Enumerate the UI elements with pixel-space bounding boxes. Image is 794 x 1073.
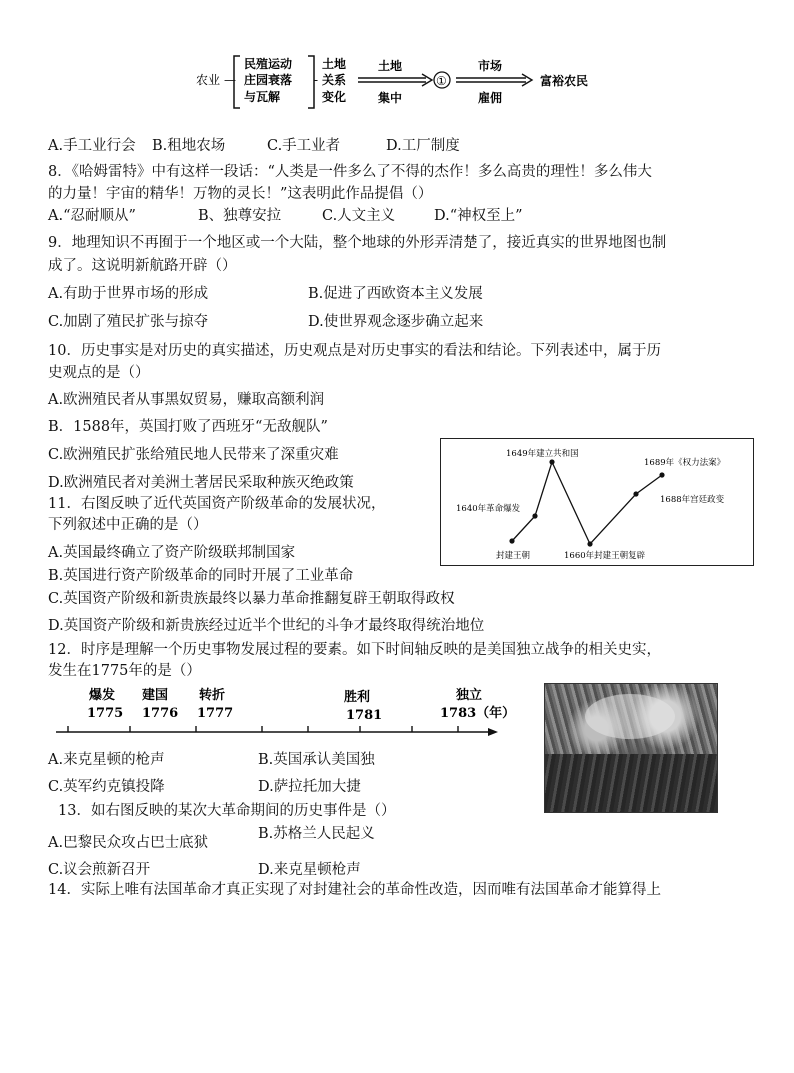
svg-text:—: —: [224, 73, 236, 87]
q8-stem-line-2: 的力量！宇宙的精华！万物的灵长！”这表明此作品提倡（）: [48, 186, 433, 202]
timeline-event-year-1783: 1783（年）: [440, 706, 516, 721]
q13-option-d[interactable]: D.来克星顿枪声: [258, 862, 361, 878]
flow-arrow2-bottom: 雇佣: [478, 91, 503, 105]
diagram-label-1649: 1649年建立共和国: [506, 449, 579, 459]
q12-stem-line-2: 发生在1775年的是（）: [48, 663, 201, 679]
q10-option-c[interactable]: C.欧洲殖民扩张给殖民地人民带来了深重灾难: [48, 447, 339, 463]
timeline-event-year-1781: 1781: [346, 708, 383, 723]
timeline-event-label-1776: 建国: [142, 688, 169, 703]
q12-stem-line-1: 12．时序是理解一个历史事物发展过程的要素。如下时间轴反映的是美国独立战争的相关史实，: [48, 642, 661, 658]
flow-land-relation-1: 土地: [322, 57, 347, 71]
english-revolution-diagram: [440, 438, 754, 566]
diagram-label-1689: 1689年《权力法案》: [644, 458, 726, 468]
q13-stem: 13．如右图反映的某次大革命期间的历史事件是（）: [58, 803, 396, 819]
q10-option-b[interactable]: B．1588年，英国打败了西班牙“无敌舰队”: [48, 419, 328, 435]
q9-stem-line-1: 9．地理知识不再囿于一个地区或一个大陆，整个地球的外形弄清楚了，接近真实的世界地图也制: [48, 235, 667, 251]
q12-option-a[interactable]: A.来克星顿的枪声: [48, 752, 165, 768]
q9-stem-line-2: 成了。这说明新航路开辟（）: [48, 258, 237, 274]
q13-option-c[interactable]: C.议会煎新召开: [48, 862, 151, 878]
q14-stem-line-1: 14．实际上唯有法国革命才真正实现了对封建社会的革命性改造，因而唯有法国革命才能算得上: [48, 882, 661, 898]
q13-option-a[interactable]: A.巴黎民众攻占巴士底狱: [48, 835, 209, 851]
diagram-label-1688: 1688年宫廷政变: [660, 495, 725, 505]
q11-option-c[interactable]: C.英国资产阶级和新贵族最终以暴力革命推翻复辟王朝取得政权: [48, 591, 455, 607]
flow-circle-label: ①: [436, 74, 447, 88]
q8-stem-line-1: 8．《哈姆雷特》中有这样一段话：“人类是一件多么了不得的杰作！多么高贵的理性！多么伟大: [48, 164, 652, 180]
flow-bracket-item-3: 与瓦解: [244, 90, 281, 104]
diagram-label-1640: 1640年革命爆发: [456, 504, 521, 514]
flow-arrow1-top: 土地: [378, 59, 403, 73]
q8-option-c[interactable]: C.人文主义: [322, 208, 396, 224]
q11-stem-line-2: 下列叙述中正确的是（）: [48, 517, 208, 533]
q7-option-d[interactable]: D.工厂制度: [386, 138, 460, 154]
diagram-label-feudal: 封建王朝: [496, 551, 531, 561]
q10-stem-line-2: 史观点的是（）: [48, 365, 150, 381]
q11-option-b[interactable]: B.英国进行资产阶级革命的同时开展了工业革命: [48, 568, 354, 584]
flow-arrow1-bottom: 集中: [378, 91, 403, 105]
flow-bracket-item-2: 庄园衰落: [244, 73, 293, 87]
timeline-event-year-1776: 1776: [142, 706, 179, 721]
revolution-painting-image: [544, 683, 718, 813]
timeline-event-label-1783: 独立: [456, 688, 483, 703]
q8-option-a[interactable]: A.“忍耐顺从”: [48, 208, 136, 224]
flow-result: 富裕农民: [540, 74, 589, 88]
agriculture-flowchart: [190, 50, 610, 112]
q7-option-a[interactable]: A.手工业行会: [48, 138, 136, 154]
timeline-event-year-1775: 1775: [87, 706, 124, 721]
timeline-event-year-1777: 1777: [197, 706, 234, 721]
q11-option-d[interactable]: D.英国资产阶级和新贵族经过近半个世纪的斗争才最终取得统治地位: [48, 618, 485, 634]
independence-war-timeline: [52, 684, 516, 740]
timeline-event-label-1781: 胜利: [344, 690, 371, 705]
flow-land-relation-2: 关系: [322, 73, 347, 87]
diagram-label-1660: 1660年封建王朝复辟: [564, 551, 646, 561]
flow-arrow2-top: 市场: [478, 59, 503, 73]
q9-option-c[interactable]: C.加剧了殖民扩张与掠夺: [48, 314, 209, 330]
flow-bracket-item-1: 民殖运动: [244, 57, 293, 71]
flow-land-relation-3: 变化: [322, 90, 347, 104]
q12-option-c[interactable]: C.英军约克镇投降: [48, 779, 165, 795]
q11-stem-line-1: 11．右图反映了近代英国资产阶级革命的发展状况，: [48, 496, 386, 512]
q13-option-b[interactable]: B.苏格兰人民起义: [258, 826, 375, 842]
double-arrow-icon-1: [358, 74, 432, 86]
flow-agriculture: 农业: [196, 73, 221, 87]
q9-option-b[interactable]: B.促进了西欧资本主义发展: [308, 286, 483, 302]
q11-option-a[interactable]: A.英国最终确立了资产阶级联邦制国家: [48, 545, 296, 561]
svg-text:-: -: [314, 73, 319, 87]
q10-option-d[interactable]: D.欧洲殖民者对美洲土著居民采取种族灭绝政策: [48, 475, 354, 491]
q12-option-d[interactable]: D.萨拉托加大捷: [258, 779, 361, 795]
q7-option-c[interactable]: C.手工业者: [267, 138, 341, 154]
q8-option-b[interactable]: B、独尊安拉: [198, 208, 282, 224]
q9-option-a[interactable]: A.有助于世界市场的形成: [48, 286, 209, 302]
q10-option-a[interactable]: A.欧洲殖民者从事黑奴贸易，赚取高额利润: [48, 392, 325, 408]
double-arrow-icon-2: [456, 74, 532, 86]
q12-option-b[interactable]: B.英国承认美国独: [258, 752, 375, 768]
q9-option-d[interactable]: D.使世界观念逐步确立起来: [308, 314, 484, 330]
q7-option-b[interactable]: B.租地农场: [152, 138, 226, 154]
timeline-event-label-1777: 转折: [199, 688, 226, 703]
timeline-event-label-1775: 爆发: [89, 688, 116, 703]
q8-option-d[interactable]: D.“神权至上”: [434, 208, 523, 224]
q10-stem-line-1: 10．历史事实是对历史的真实描述，历史观点是对历史事实的看法和结论。下列表述中，属于历: [48, 343, 661, 359]
